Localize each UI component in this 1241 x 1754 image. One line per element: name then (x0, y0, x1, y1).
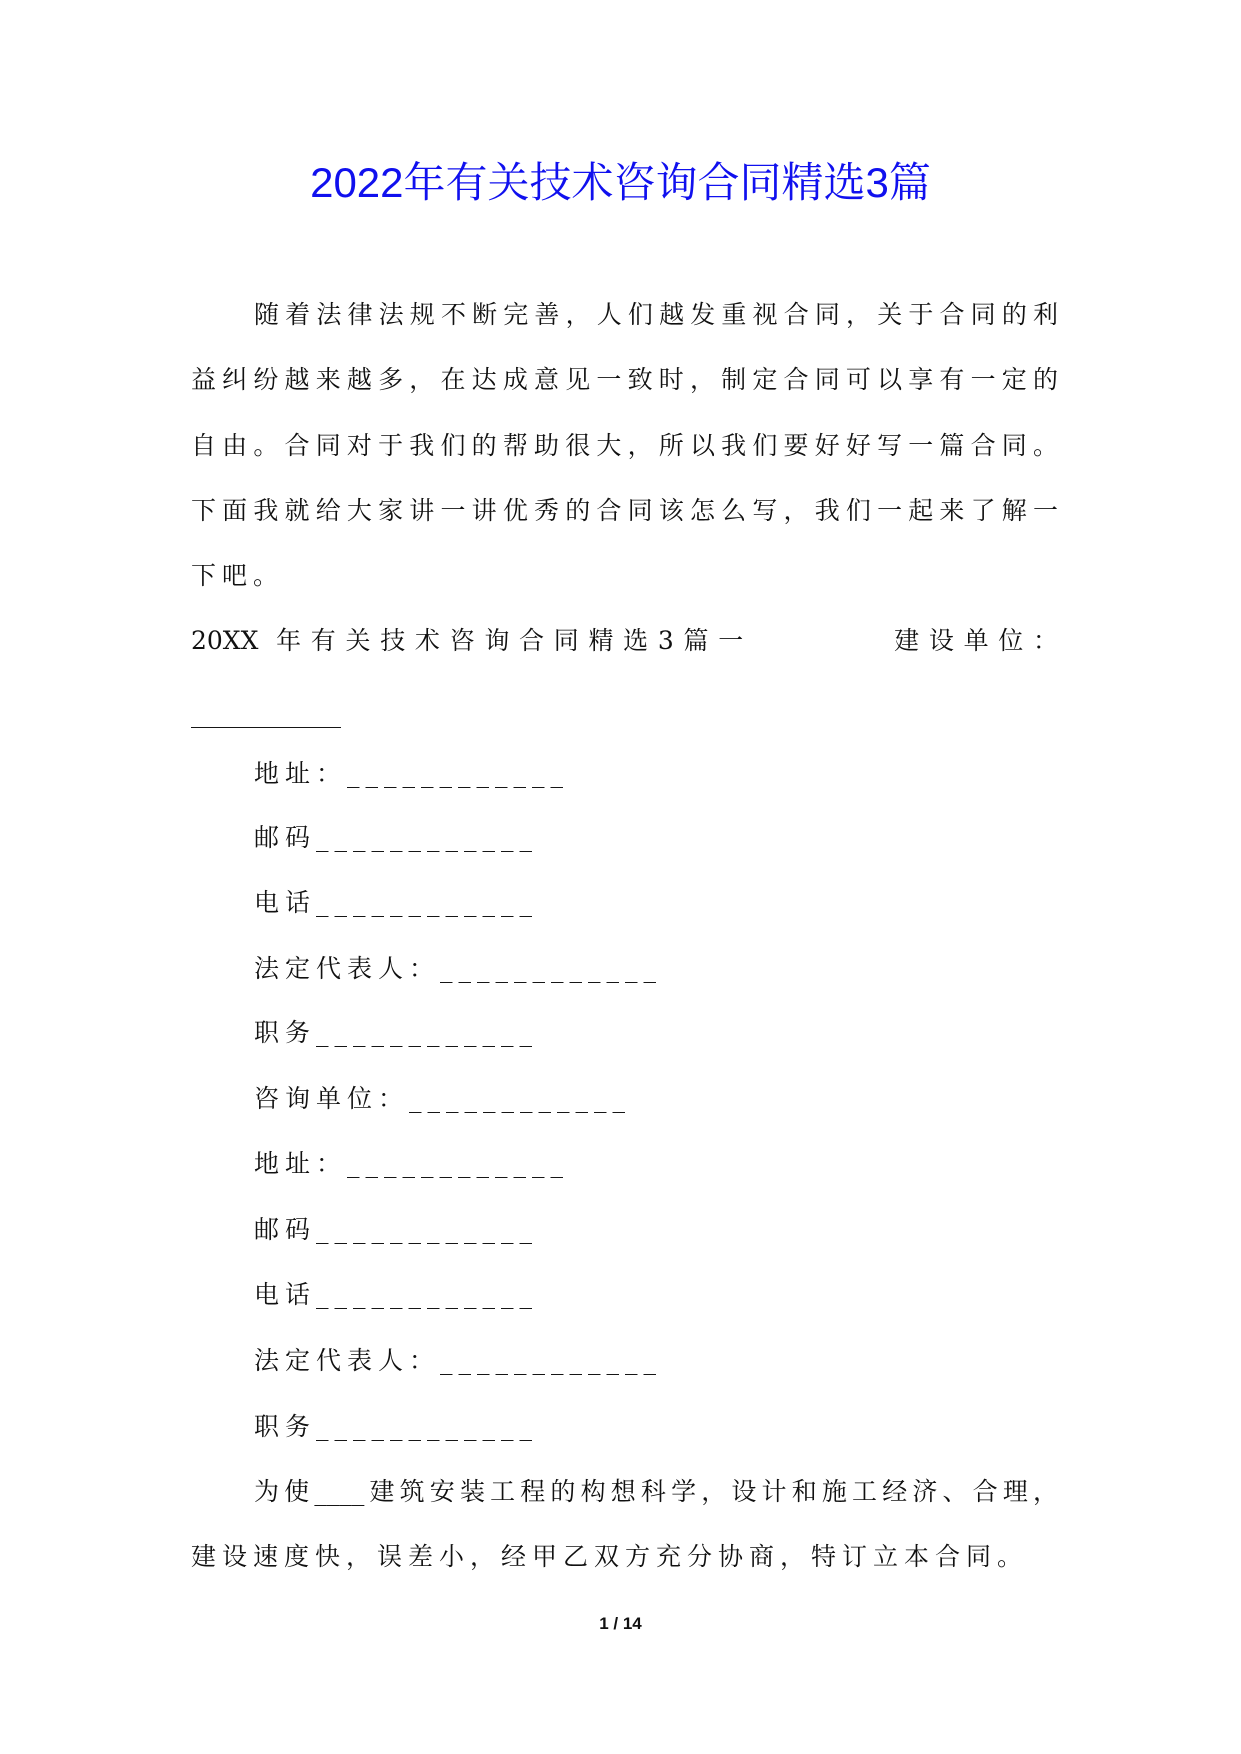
section-blank: ____________ (191, 699, 341, 728)
intro-line: 下面我就给大家讲一讲优秀的合同该怎么写，我们一起来了解一 (191, 496, 1058, 525)
field-phone: 电话____________ (254, 1280, 539, 1309)
intro-line: 下吧。 (191, 561, 285, 590)
field-postcode: 邮码____________ (254, 1215, 539, 1244)
field-address: 地址：____________ (254, 1149, 570, 1178)
intro-line: 随着法律法规不断完善，人们越发重视合同，关于合同的利 (254, 300, 1058, 329)
closing-line: 为使____建筑安装工程的构想科学，设计和施工经济、合理， (254, 1477, 1058, 1506)
field-legal-rep: 法定代表人：____________ (254, 1346, 663, 1375)
page-number: 1 / 14 (599, 1614, 642, 1633)
field-address: 地址：____________ (254, 759, 570, 788)
document-title: 2022年有关技术咨询合同精选3篇 (310, 159, 931, 206)
field-legal-rep: 法定代表人：____________ (254, 954, 663, 983)
field-consulting-unit: 咨询单位：____________ (254, 1084, 632, 1113)
field-postcode: 邮码____________ (254, 823, 539, 852)
section-heading: 20XX 年有关技术咨询合同精选3篇一 建设单位： (191, 626, 1058, 655)
field-position: 职务____________ (254, 1412, 539, 1441)
field-position: 职务____________ (254, 1018, 539, 1047)
field-phone: 电话____________ (254, 888, 539, 917)
closing-line: 建设速度快，误差小，经甲乙双方充分协商，特订立本合同。 (191, 1542, 1029, 1571)
intro-line: 益纠纷越来越多，在达成意见一致时，制定合同可以享有一定的 (191, 365, 1058, 394)
intro-line: 自由。合同对于我们的帮助很大，所以我们要好好写一篇合同。 (191, 431, 1058, 460)
